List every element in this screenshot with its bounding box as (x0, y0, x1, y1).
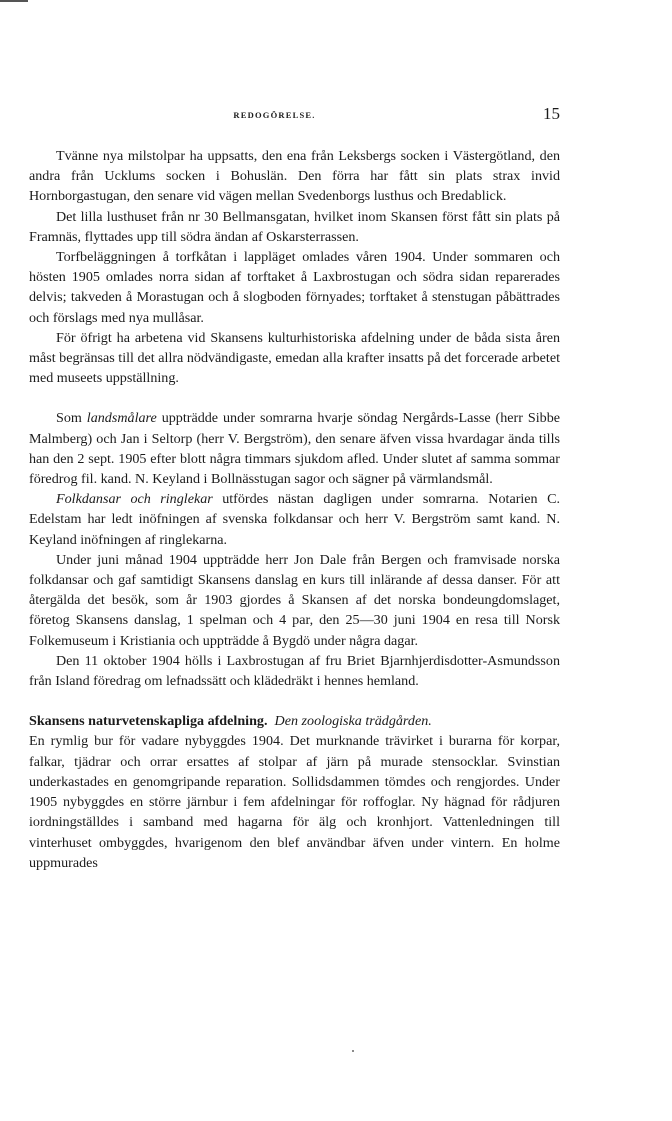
paragraph-folkdansar (29, 489, 560, 550)
paragraph-landsmalare (29, 408, 560, 489)
paragraph-natural-science (29, 711, 560, 873)
paragraph-text: utfördes nästan dagligen under somrarna. Notarien C. Edelstam har ledt inöfningen af svenska folkdansar och herr V. Bergström samt kand. N. Keyland inöfningen af ringlekarna. (29, 491, 560, 548)
scan-edge-mark (0, 0, 28, 2)
subsection-heading: Den zoologiska trädgården. (274, 713, 432, 730)
page-header (29, 104, 560, 130)
page-number: 15 (543, 104, 560, 123)
italic-term: landsmålare (86, 410, 157, 427)
paragraph-text: En rymlig bur för vadare nybyggdes 1904. Det murknande trävirket i burarna för korpar, falkar, tjädrar och orrar ersattes af stolpar af järn på murade stensocklar. Svinstian underkastades en genomgripande reparation. Sollidsdammen tömdes och rengjordes. Under 1905 nybyggdes en större järnbur i fem afdelningar för roffoglar. Ny hägnad för rådjuren iordningställdes i samband med hagarna för älg och kronhjort. Vattenledningen till vinterhuset ombyggdes, hvarigenom den blef användbar äfven under vintern. En holme uppmurades (29, 733, 560, 871)
paragraph: Tvänne nya milstolpar ha uppsatts, den ena från Leksbergs socken i Västergötland, den andra från Ucklums socken i Bohuslän. Den förra har fått sin plats strax invid Hornborgastugan, den senare vid vägen mellan Svedenborgs lusthus och Bredablick. (29, 148, 560, 205)
paragraph: Den 11 oktober 1904 hölls i Laxbrostugan af fru Briet Bjarnhjerdisdotter-Asmundsson från Island föredrag om lefnadssätt och klädedräkt i hennes hemland. (29, 652, 560, 690)
running-head: REDOGÖRELSE. (233, 110, 316, 120)
body-text (29, 146, 560, 873)
paragraph-text: uppträdde under somrarna hvarje söndag Nergårds-Lasse (herr Sibbe Malmberg) och Jan i Seltorp (herr V. Bergström), den senare äfven vissa hvardagar ända tills han den 2 sept. 1905 efter blott några timmars sjukdom afled. Under slutet af samma sommar föredrog fil. kand. N. Keyland i Bollnässtugan sagor och sägner på värmlandsmål. (29, 410, 560, 488)
italic-term: Folkdansar (56, 491, 121, 508)
paragraph: För öfrigt ha arbetena vid Skansens kulturhistoriska afdelning under de båda sista åren måst begränsas till det allra nödvändigaste, emedan alla krafter insatts på det forcerade arbetet med museets uppställning. (29, 329, 560, 387)
section-gap (29, 388, 560, 408)
paragraph-text: Som (56, 410, 87, 427)
paragraph: Det lilla lusthuset från nr 30 Bellmansgatan, hvilket inom Skansen först fått sin plats på Framnäs, flyttades upp till södra ändan af Oskarsterrassen. (29, 208, 560, 245)
paragraph: Torfbeläggningen å torfkåtan i lappläget omlades våren 1904. Under sommaren och hösten 1905 omlades norra sidan af torftaket å Laxbrostugan och södra sidan reparerades delvis; takveden å Morastugan och å slogboden förnyades; torftaket å stenstugan påbättrades och förslags med nya mullåsar. (29, 249, 560, 326)
italic-term-connector: och (120, 491, 161, 508)
italic-term: ringlekar (160, 491, 213, 508)
section-heading: Skansens naturvetenskapliga afdelning. (29, 713, 268, 730)
scan-speck (352, 1050, 354, 1052)
paragraph: Under juni månad 1904 uppträdde herr Jon Dale från Bergen och framvisade norska folkdansar och gaf samtidigt Skansens danslag en kurs till inlärande af dessa danser. För att återgälda det besök, som år 1903 gjordes å Skansen af det norska bondeungdomslaget, företog Skansens danslag, 1 spelman och 4 par, den 25—30 juni 1904 en resa till Norsk Folkemuseum i Kristiania och uppträdde å Bygdö under några dagar. (29, 551, 560, 649)
section-gap (29, 691, 560, 711)
